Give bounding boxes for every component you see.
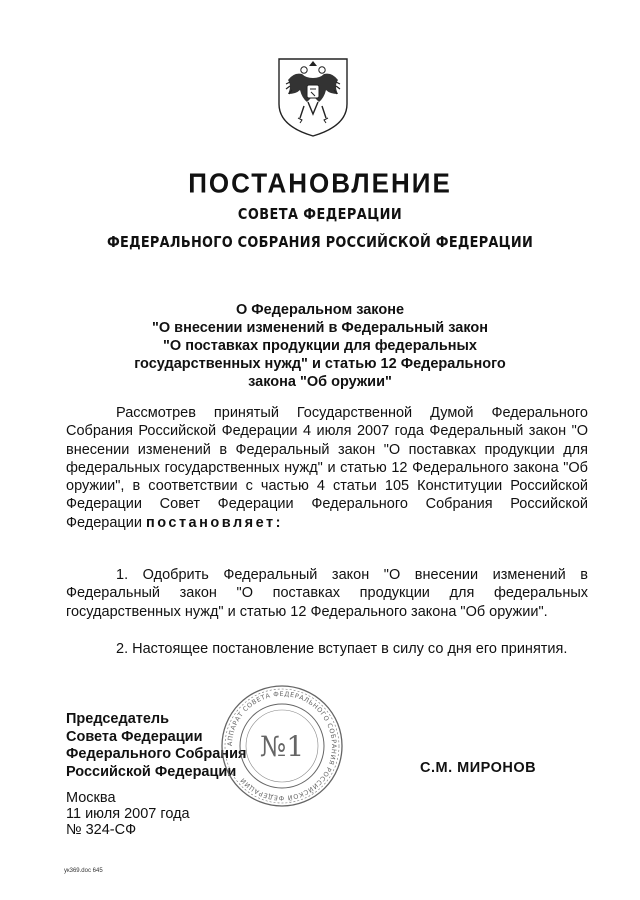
position-line: Российской Федерации <box>66 763 237 780</box>
document-title: ПОСТАНОВЛЕНИЕ <box>188 167 452 199</box>
topic-line: закона "Об оружии" <box>248 374 392 390</box>
position-line: Федерального Собрания <box>66 746 247 762</box>
preamble-text: Рассмотрев принятый Государственной Думой Федерального Собрания Российской Федерации 4 июля 2007 года Федеральный закон "О внесении изменений в Федеральный закон "О поставках продукции для федеральных государственных нужд" и статью 12 Федерального закона "Об оружии", в соответствии с частью 4 статьи 105 Конституции Российской Федерации Совет Федерации Федерального Собрания Российской Федерации <box>66 405 588 531</box>
position-line: Совета Федерации <box>66 728 203 745</box>
decree-verb: постановляет: <box>145 514 283 531</box>
seal-number: №1 <box>259 730 305 763</box>
file-reference: ук369.doc 645 <box>64 868 103 874</box>
topic-line: государственных нужд" и статью 12 Федерального <box>134 356 506 372</box>
seal-ring-text: АППАРАТ СОВЕТА ФЕДЕРАЛЬНОГО СОБРАНИЯ РОССИЙСКОЙ ФЕДЕРАЦИИ <box>225 689 339 803</box>
official-seal-stamp <box>216 682 348 810</box>
issuer-line-2: ФЕДЕРАЛЬНОГО СОБРАНИЯ РОССИЙСКОЙ ФЕДЕРАЦИИ <box>106 233 533 251</box>
coat-of-arms-emblem <box>274 56 352 138</box>
topic-line: "О внесении изменений в Федеральный закон <box>152 320 488 336</box>
place-date-number <box>66 790 190 838</box>
signer-name: С.М. МИРОНОВ <box>420 760 537 776</box>
place: Москва <box>66 790 116 806</box>
issuer-line-1: СОВЕТА ФЕДЕРАЦИИ <box>237 205 403 223</box>
topic-line: "О поставках продукции для федеральных <box>163 338 477 354</box>
date: 11 июля 2007 года <box>66 806 190 822</box>
position-line: Председатель <box>66 711 170 727</box>
topic-line: О Федеральном законе <box>235 302 405 318</box>
resolution-topic <box>100 301 540 391</box>
decree-item-2: 2. Настоящее постановление вступает в силу со дня его принятия. <box>116 641 568 657</box>
document-number: № 324-СФ <box>66 822 137 838</box>
decree-item-1: 1. Одобрить Федеральный закон "О внесении изменений в Федеральный закон "О поставках продукции для федеральных государственных нужд" и статью 12 Федерального закона "Об оружии". <box>66 567 588 620</box>
preamble-paragraph <box>66 404 588 532</box>
